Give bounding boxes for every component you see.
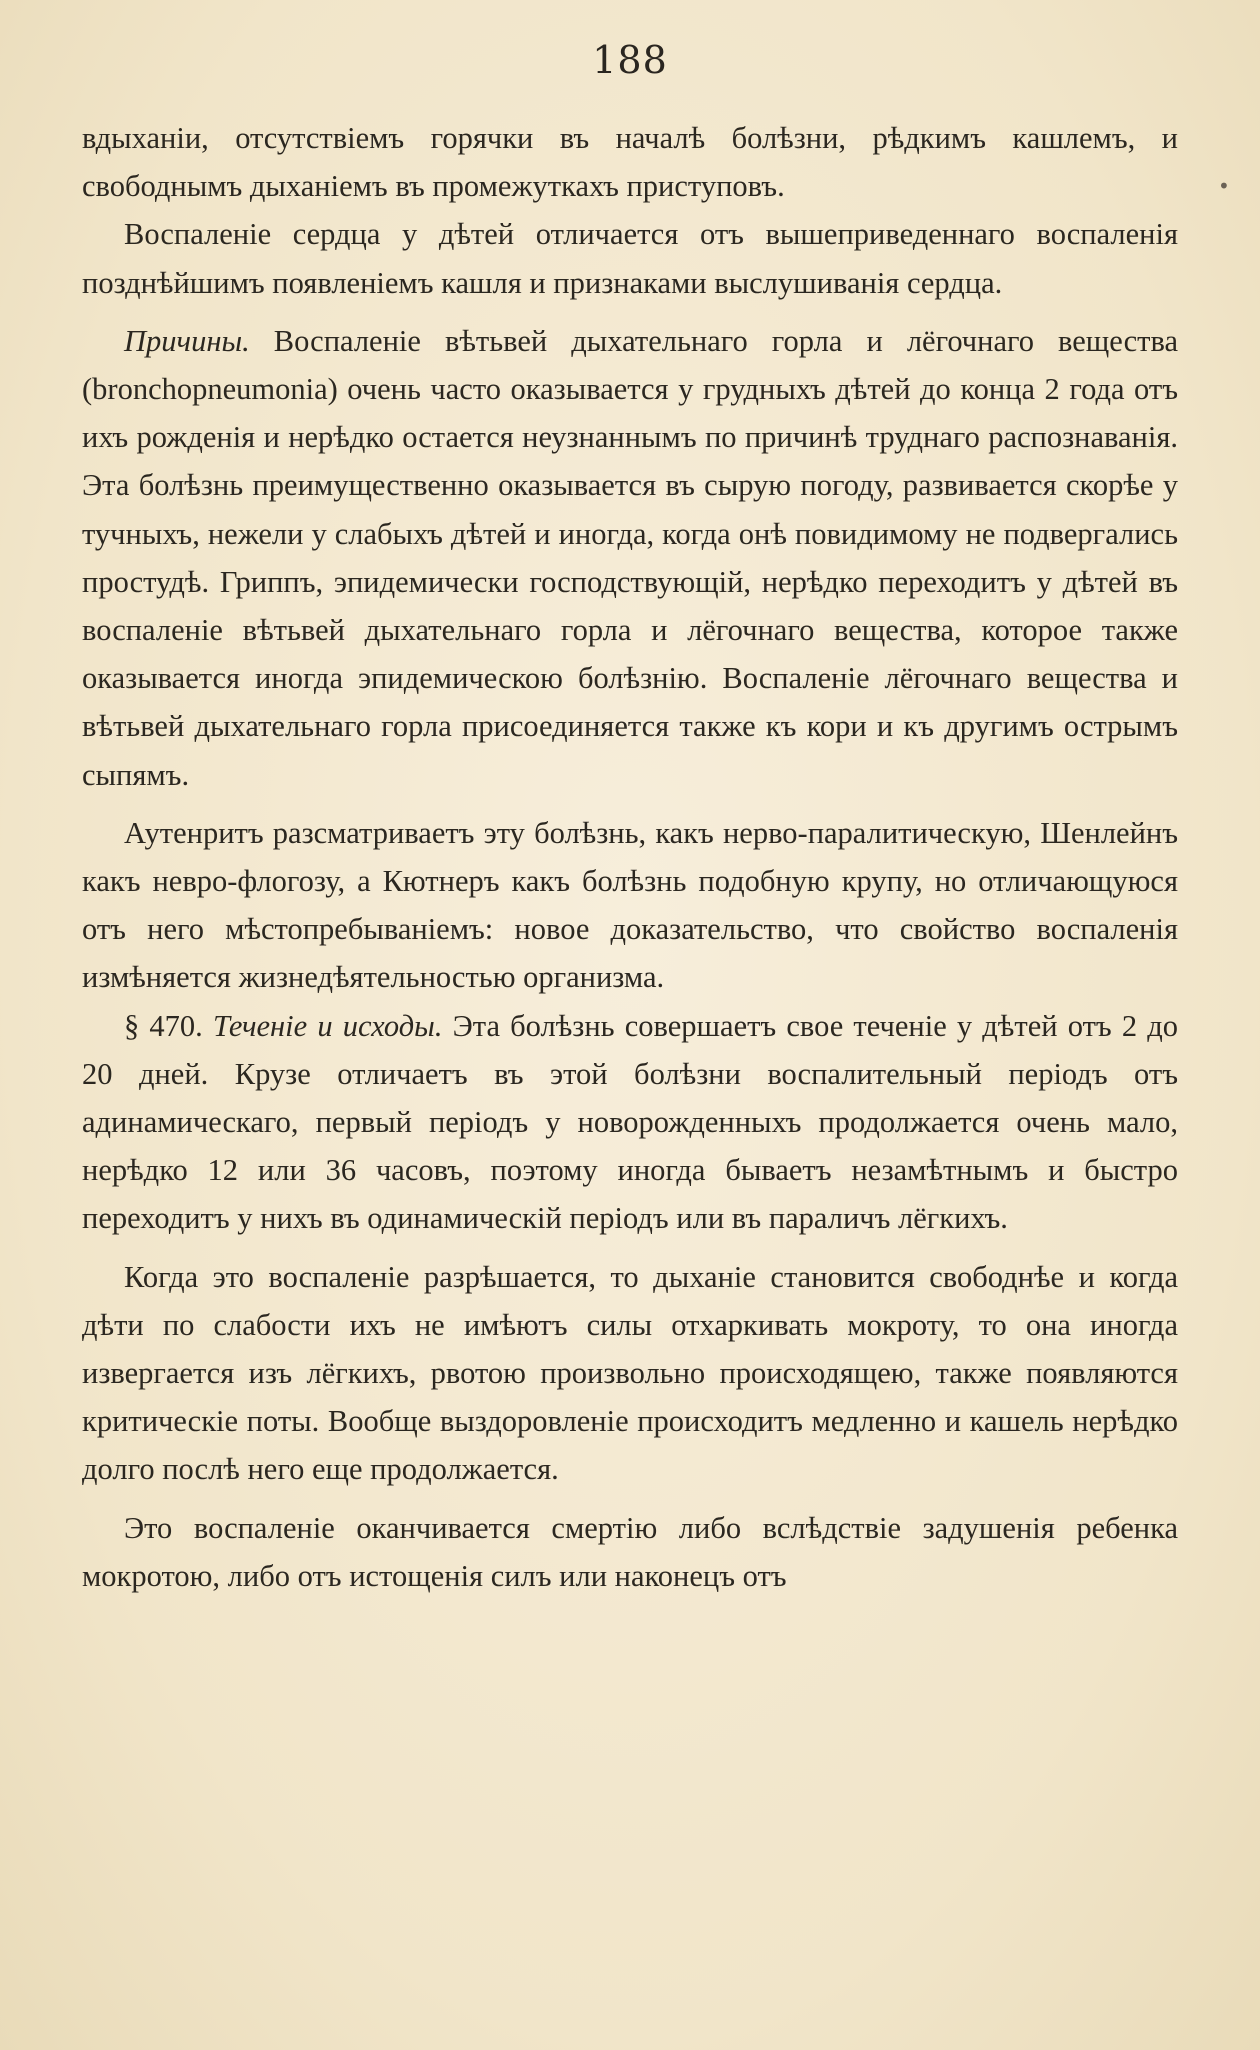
paragraph-7-text: Это воспаленіе оканчивается смертію либо вслѣдствіе задушенія ребенка мокротою, либо отъ истощенія силъ или наконецъ отъ	[82, 1510, 1178, 1593]
paragraph-2-text: Воспаленіе сердца у дѣтей отличается отъ вышеприведеннаго воспаленія позднѣйшимъ появленіемъ кашля и признаками выслушиванія сердца.	[82, 217, 1178, 300]
paragraph-5-text: Эта болѣзнь совершаетъ свое теченіе у дѣтей отъ 2 до 20 дней. Крузе отличаетъ въ этой болѣзни воспалительный періодъ отъ адинамическаго, первый періодъ у новорожденныхъ продолжается очень мало, нерѣдко 12 или 36 часовъ, поэтому иногда бываетъ незамѣтнымъ и быстро переходитъ у нихъ въ одинамическій періодъ или въ параличъ лёгкихъ.	[82, 1008, 1179, 1236]
paragraph-6-text: Когда это воспаленіе разрѣшается, то дыханіе становится свободнѣе и когда дѣти по слабости ихъ не имѣютъ силы отхаркивать мокроту, то она иногда извергается изъ лёгкихъ, рвотою произвольно происходящею, также появляются критическіе поты. Вообще выздоровленіе происходитъ медленно и кашель нерѣдко долго послѣ него еще продолжается.	[82, 1259, 1178, 1487]
margin-mark: •	[1218, 174, 1230, 198]
body-text	[82, 114, 1178, 1600]
paragraph-3	[82, 317, 1178, 799]
paragraph-5-lead: Теченіе и исходы.	[202, 1008, 443, 1043]
paragraph-1	[82, 114, 1178, 210]
paragraph-4-text: Аутенритъ разсматриваетъ эту болѣзнь, какъ нерво-паралитическую, Шенлейнъ какъ невро-флогозу, а Кютнеръ какъ болѣзнь подобную крупу, но отличающуюся отъ него мѣстопребываніемъ: новое доказательство, что свойство воспаленія измѣняется жизнедѣятельностью организма.	[82, 815, 1178, 995]
paragraph-3-text: Воспаленіе вѣтьвей дыхательнаго горла и лёгочнаго вещества (bronchopneumonia) очень часто оказывается у грудныхъ дѣтей до конца 2 года отъ ихъ рожденія и нерѣдко остается неузнаннымъ по причинѣ труднаго распознаванія. Эта болѣзнь преимущественно оказывается въ сырую погоду, развивается скорѣе у тучныхъ, нежели у слабыхъ дѣтей и иногда, когда онѣ повидимому не подвергались простудѣ. Гриппъ, эпидемически господствующій, нерѣдко переходитъ у дѣтей въ воспаленіе вѣтьвей дыхательнаго горла и лёгочнаго вещества, которое также оказывается иногда эпидемическою болѣзнію. Воспаленіе лёгочнаго вещества и вѣтьвей дыхательнаго горла присоединяется также къ кори и къ другимъ острымъ сыпямъ.	[82, 323, 1178, 792]
paragraph-1-text: вдыханіи, отсутствіемъ горячки въ началѣ болѣзни, рѣдкимъ кашлемъ, и свободнымъ дыханіемъ въ промежуткахъ приступовъ.	[82, 121, 1178, 204]
paragraph-6	[82, 1253, 1178, 1494]
paragraph-2	[82, 210, 1178, 306]
paragraph-4	[82, 809, 1178, 1002]
section-number: § 470.	[124, 1008, 203, 1043]
paragraph-7	[82, 1504, 1178, 1600]
page-number: 188	[592, 38, 668, 82]
paragraph-5	[82, 1002, 1178, 1243]
paragraph-3-lead: Причины.	[124, 323, 250, 358]
